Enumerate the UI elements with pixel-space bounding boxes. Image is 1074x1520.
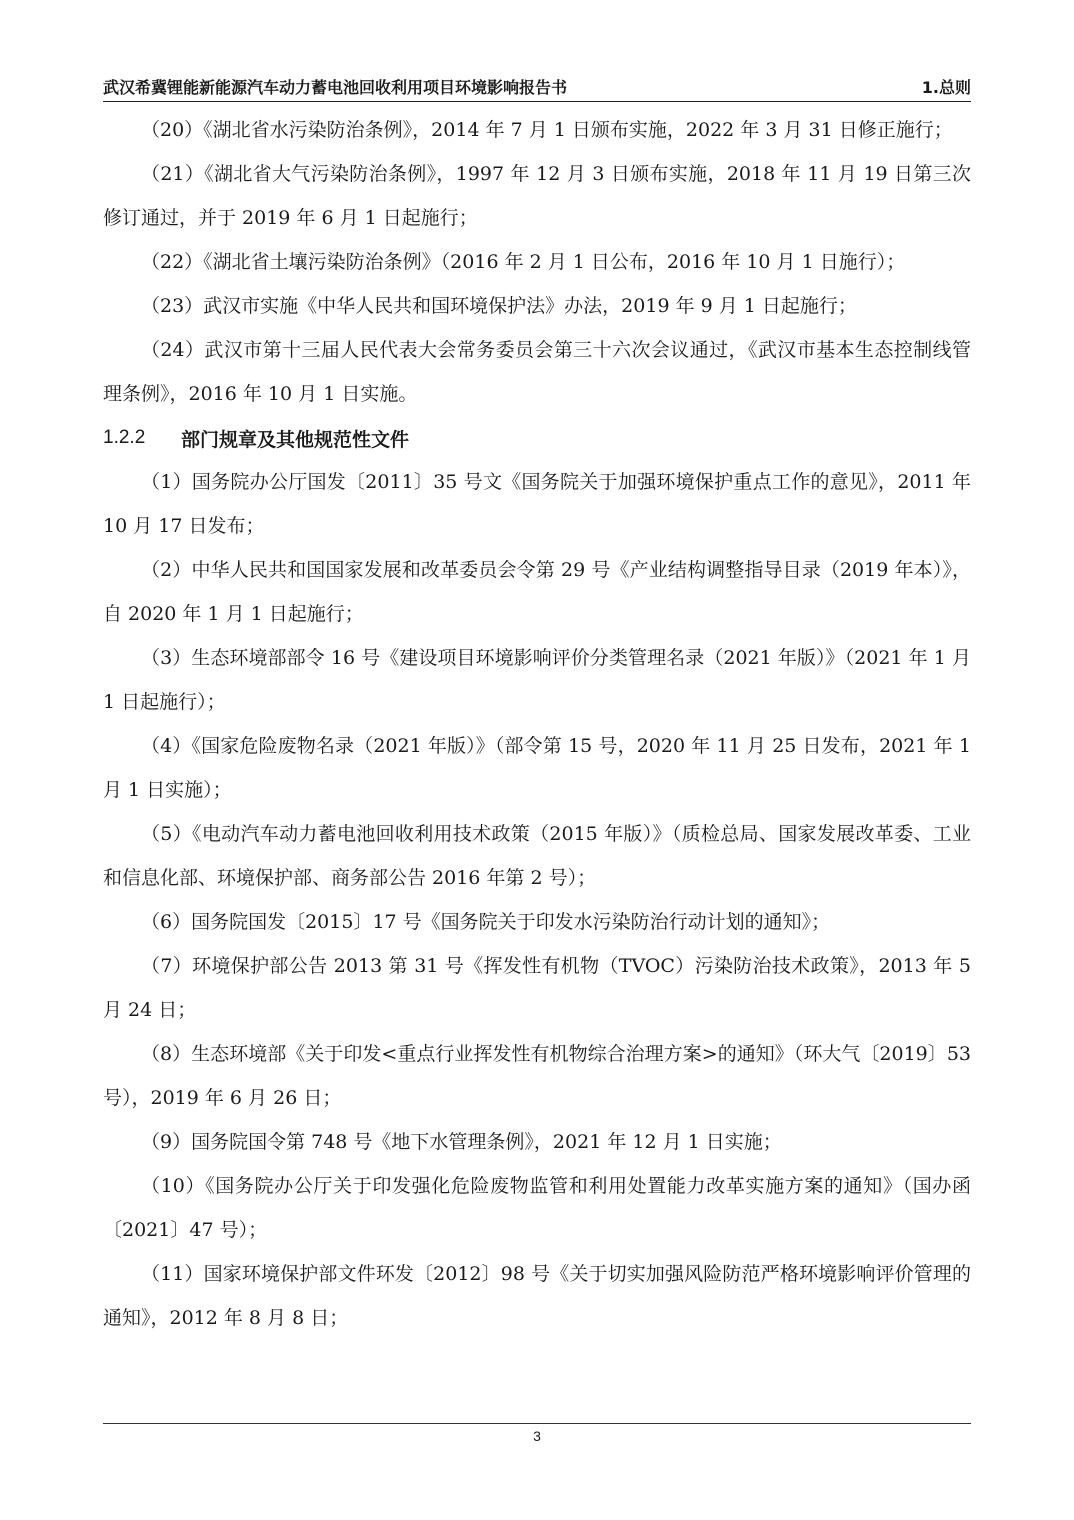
- section-number: 1.2.2: [103, 427, 146, 448]
- section-title: 部门规章及其他规范性文件: [181, 428, 410, 451]
- regulation-item: （24）武汉市第十三届人民代表大会常务委员会第三十六次会议通过，《武汉市基本生态控制线管理条例》，2016 年 10 月 1 日实施。: [103, 339, 971, 405]
- regulation-item: （6）国务院国发〔2015〕17 号《国务院关于印发水污染防治行动计划的通知》；: [141, 911, 831, 933]
- regulation-item: （22）《湖北省土壤污染防治条例》（2016 年 2 月 1 日公布，2016 年 10 月 1 日施行）；: [141, 251, 906, 273]
- footer-divider: [103, 1423, 971, 1424]
- document-title: 武汉希冀锂能新能源汽车动力蓄电池回收利用项目环境影响报告书: [103, 78, 568, 97]
- regulation-item: （21）《湖北省大气污染防治条例》，1997 年 12 月 3 日颁布实施，2018 年 11 月 19 日第三次修订通过，并于 2019 年 6 月 1 日起施行；: [103, 163, 971, 229]
- chapter-label: 1.总则: [921, 78, 971, 97]
- regulation-item: （10）《国务院办公厅关于印发强化危险废物监管和利用处置能力改革实施方案的通知》（国办函〔2021〕47 号）；: [103, 1175, 971, 1241]
- regulation-item: （8）生态环境部《关于印发<重点行业挥发性有机物综合治理方案>的通知》（环大气〔2019〕53 号），2019 年 6 月 26 日；: [103, 1043, 971, 1109]
- regulation-item: （3）生态环境部部令 16 号《建设项目环境影响评价分类管理名录（2021 年版）》（2021 年 1 月 1 日起施行）；: [103, 647, 971, 713]
- page-body: [103, 108, 971, 1340]
- regulation-item: （20）《湖北省水污染防治条例》，2014 年 7 月 1 日颁布实施，2022 年 3 月 31 日修正施行；: [141, 119, 953, 141]
- regulation-item: （1）国务院办公厅国发〔2011〕35 号文《国务院关于加强环境保护重点工作的意见》，2011 年 10 月 17 日发布；: [103, 471, 971, 537]
- page-header: [103, 72, 971, 102]
- regulation-item: （23）武汉市实施《中华人民共和国环境保护法》办法，2019 年 9 月 1 日起施行；: [141, 295, 857, 317]
- regulation-item: （11）国家环境保护部文件环发〔2012〕98 号《关于切实加强风险防范严格环境影响评价管理的通知》，2012 年 8 月 8 日；: [103, 1263, 971, 1329]
- page-number: 3: [533, 1428, 541, 1444]
- regulation-item: （5）《电动汽车动力蓄电池回收利用技术政策（2015 年版）》（质检总局、国家发展改革委、工业和信息化部、环境保护部、商务部公告 2016 年第 2 号）；: [103, 823, 971, 889]
- regulation-item: （4）《国家危险废物名录（2021 年版）》（部令第 15 号，2020 年 11 月 25 日发布，2021 年 1 月 1 日实施）；: [103, 735, 971, 801]
- regulation-item: （7）环境保护部公告 2013 第 31 号《挥发性有机物（TVOC）污染防治技术政策》，2013 年 5 月 24 日；: [103, 955, 971, 1021]
- section-heading: [103, 416, 971, 460]
- regulation-item: （2）中华人民共和国国家发展和改革委员会令第 29 号《产业结构调整指导目录（2019 年本）》，自 2020 年 1 月 1 日起施行；: [103, 559, 971, 625]
- regulation-item: （9）国务院国令第 748 号《地下水管理条例》，2021 年 12 月 1 日实施；: [141, 1131, 782, 1153]
